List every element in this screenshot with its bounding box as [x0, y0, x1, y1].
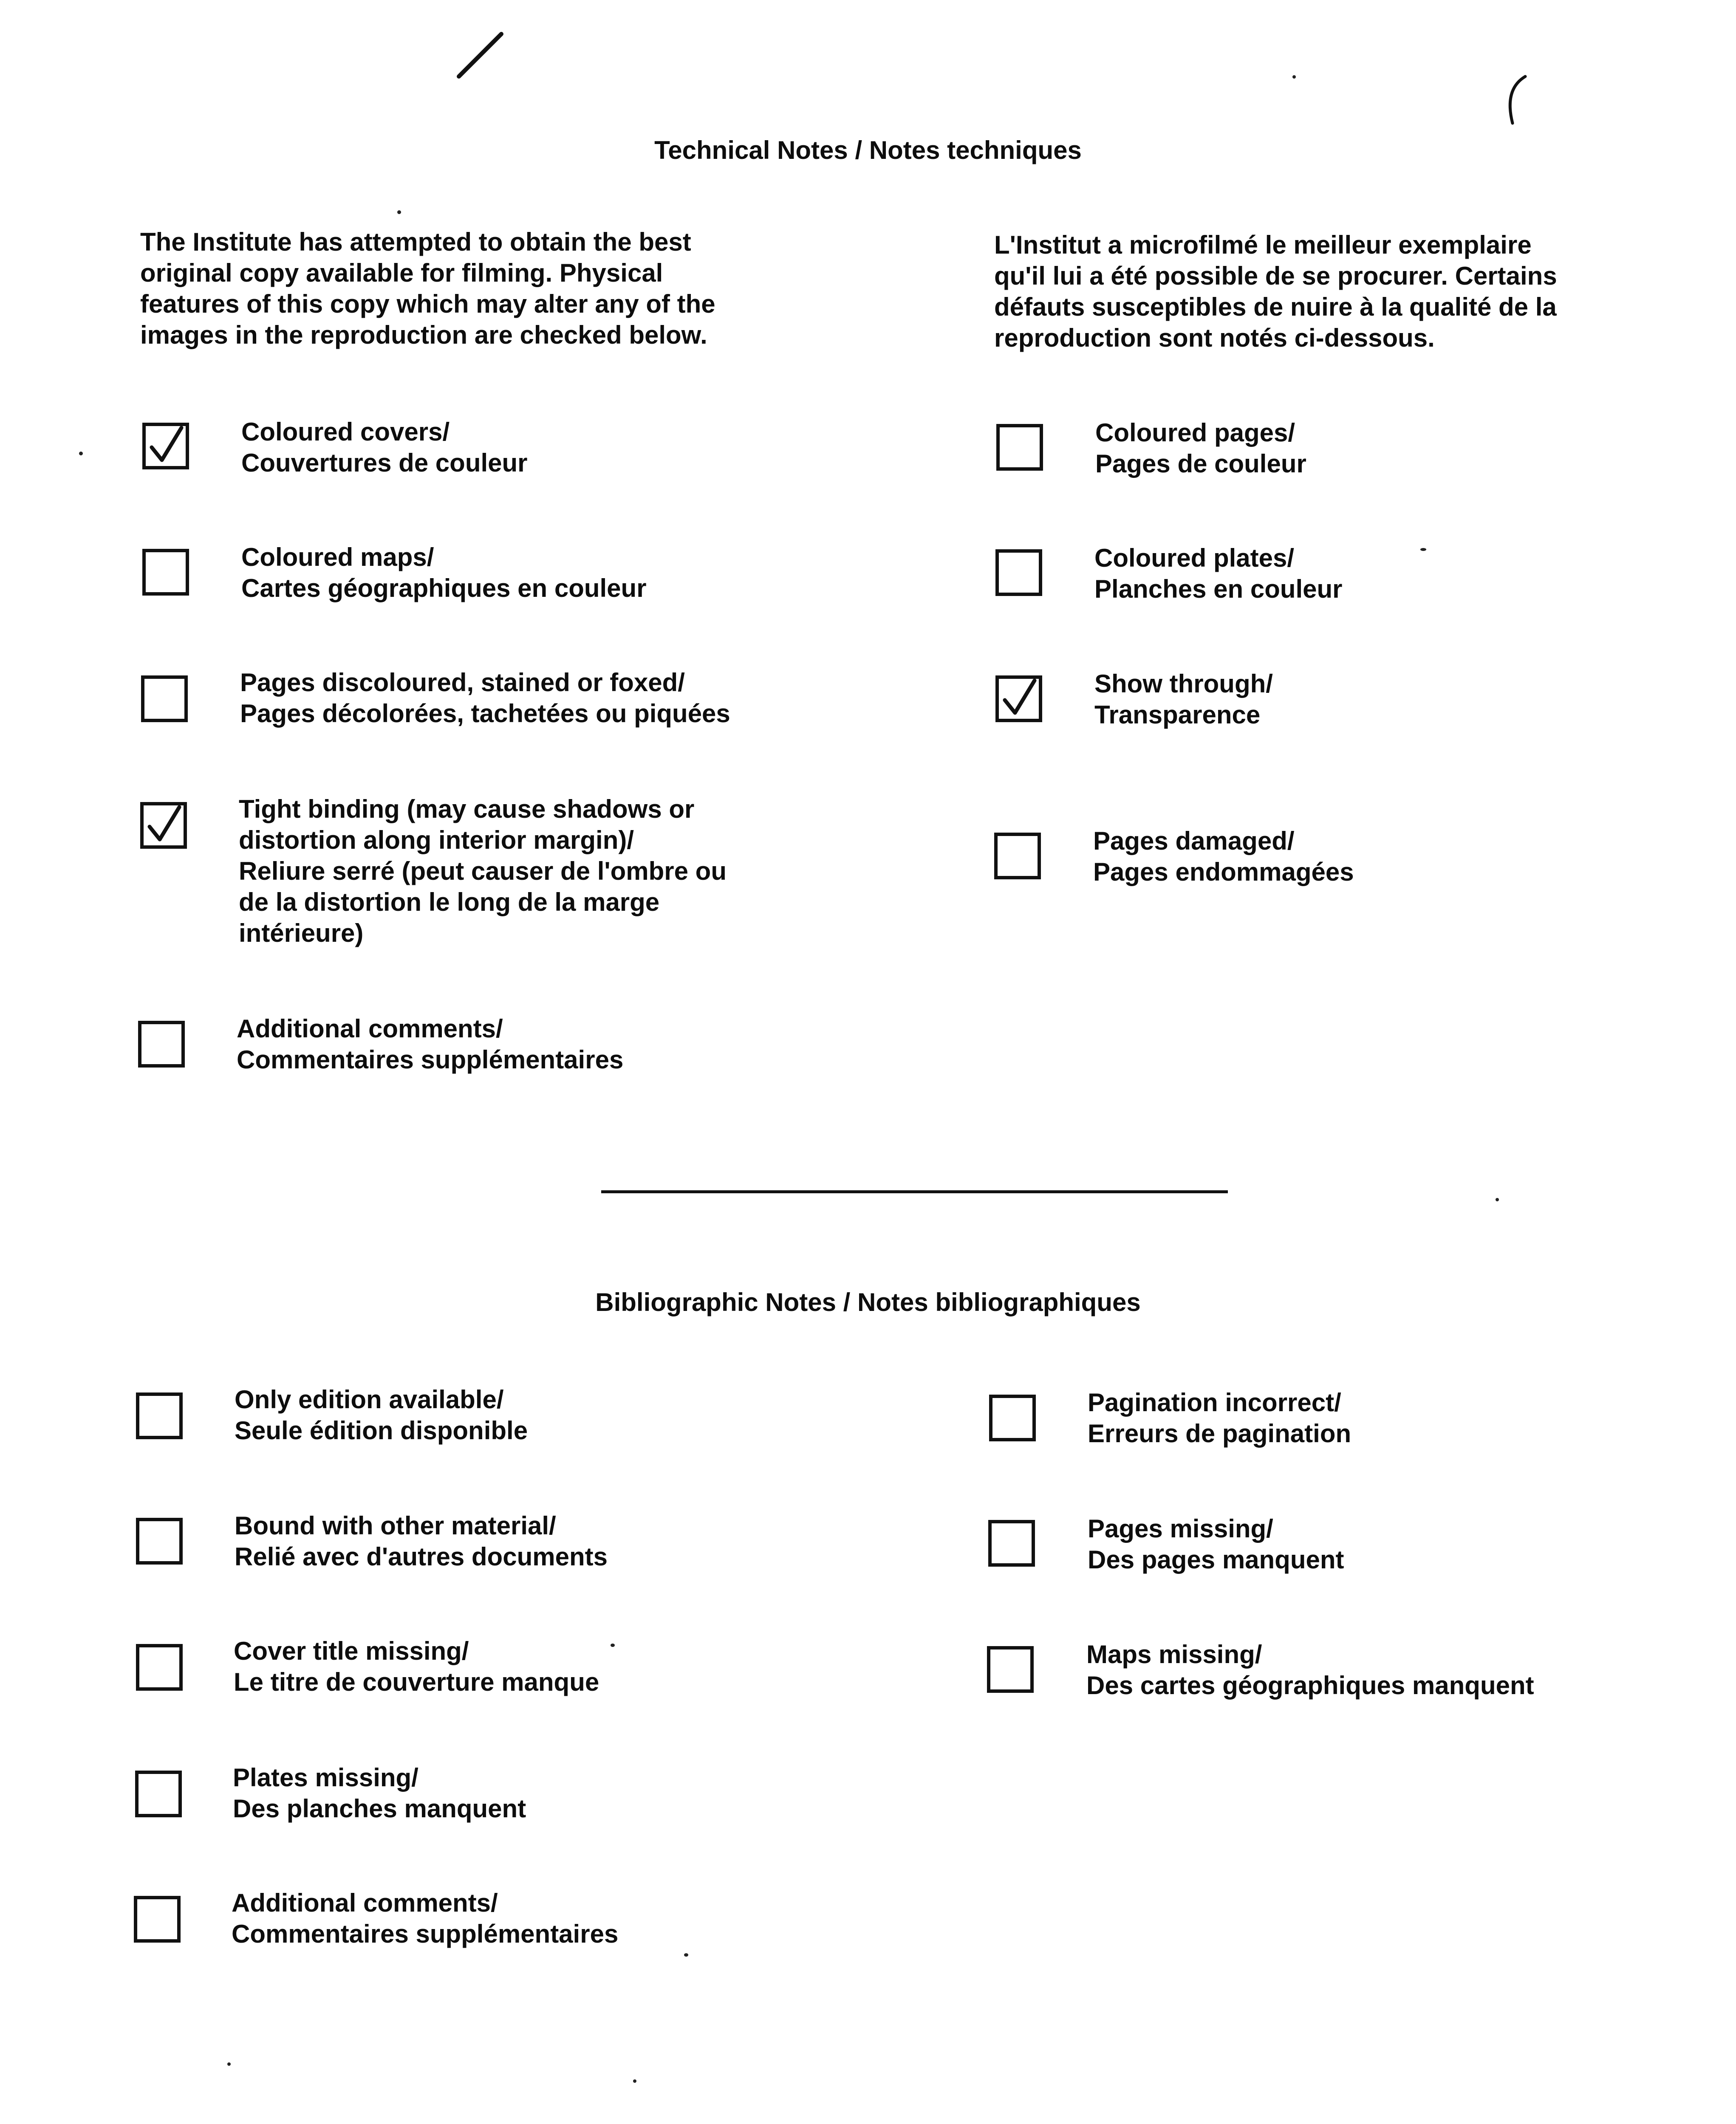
checkbox-plates-missing[interactable] — [135, 1771, 182, 1817]
checkbox-tight-binding[interactable] — [140, 802, 187, 849]
scan-speck — [79, 452, 83, 455]
checkbox-coloured-covers[interactable] — [142, 423, 189, 469]
item-label-line: Relié avec d'autres documents — [235, 1542, 608, 1571]
item-label-line: Des cartes géographiques manquent — [1086, 1671, 1534, 1700]
item-pagination-incorrect — [1088, 1387, 1351, 1449]
item-label-line: Coloured maps/ — [241, 543, 434, 571]
item-label-line: Le titre de couverture manque — [234, 1668, 599, 1696]
item-plates-missing — [233, 1762, 526, 1824]
item-cover-title-missing — [234, 1635, 599, 1698]
item-label-line: Additional comments/ — [237, 1014, 503, 1043]
item-coloured-covers — [241, 416, 528, 478]
item-label-line: Coloured covers/ — [241, 418, 450, 446]
item-label-line: Pages de couleur — [1095, 449, 1306, 478]
item-label-line: Pages discoloured, stained or foxed/ — [240, 668, 685, 697]
intro-french-line: reproduction sont notés ci-dessous. — [994, 324, 1435, 352]
scan-speck — [227, 2062, 231, 2066]
checkbox-only-edition[interactable] — [136, 1392, 183, 1439]
item-label-line: de la distortion le long de la marge — [239, 888, 660, 916]
scan-speck — [1496, 1198, 1499, 1201]
item-label-line: Tight binding (may cause shadows or — [239, 795, 695, 823]
item-label-line: Cartes géographiques en couleur — [241, 574, 647, 602]
item-show-through — [1094, 668, 1273, 730]
item-label-line: Maps missing/ — [1086, 1640, 1262, 1669]
item-coloured-plates — [1094, 542, 1343, 604]
checkmark-icon — [142, 423, 189, 469]
item-label-line: Couvertures de couleur — [241, 449, 528, 477]
intro-french-line: L'Institut a microfilmé le meilleur exemplaire — [994, 231, 1532, 259]
item-label-line: Planches en couleur — [1094, 575, 1343, 603]
checkbox-cover-title-missing[interactable] — [136, 1644, 183, 1691]
scan-speck — [1292, 75, 1296, 79]
checkbox-additional-comments-technical[interactable] — [138, 1021, 185, 1068]
item-pages-damaged — [1093, 825, 1354, 887]
item-label-line: distortion along interior margin)/ — [239, 826, 634, 854]
checkmark-icon — [995, 675, 1042, 722]
item-label-line: Pages damaged/ — [1093, 827, 1295, 855]
item-label-line: intérieure) — [239, 919, 364, 947]
item-label-line: Cover title missing/ — [234, 1637, 469, 1665]
item-label-line: Pagination incorrect/ — [1088, 1388, 1341, 1417]
item-label-line: Pages décolorées, tachetées ou piquées — [240, 699, 730, 728]
item-label-line: Commentaires supplémentaires — [237, 1045, 624, 1074]
intro-english-line: The Institute has attempted to obtain the best — [140, 228, 691, 256]
item-label-line: Erreurs de pagination — [1088, 1419, 1351, 1448]
intro-french — [994, 229, 1682, 353]
bibliographic-notes-heading: Bibliographic Notes / Notes bibliographiques — [595, 1288, 1141, 1316]
item-label-line: Only edition available/ — [235, 1385, 504, 1414]
item-label-line: Des planches manquent — [233, 1794, 526, 1823]
scan-speck — [397, 210, 401, 214]
scan-speck — [633, 2079, 636, 2083]
item-label-line: Additional comments/ — [232, 1889, 498, 1917]
item-pages-discoloured — [240, 667, 730, 729]
item-label-line: Transparence — [1094, 700, 1261, 729]
intro-french-line: qu'il lui a été possible de se procurer. Certains — [994, 262, 1557, 290]
checkmark-icon — [140, 802, 187, 849]
section-divider — [601, 1190, 1228, 1193]
item-label-line: Des pages manquent — [1088, 1545, 1344, 1574]
scan-speck — [611, 1644, 615, 1647]
technical-notes-heading: Technical Notes / Notes techniques — [654, 136, 1082, 164]
item-label-line: Coloured pages/ — [1095, 418, 1295, 447]
checkbox-coloured-pages[interactable] — [996, 424, 1043, 471]
item-label-line: Commentaires supplémentaires — [232, 1920, 619, 1948]
intro-english-line: features of this copy which may alter any of the — [140, 290, 715, 318]
item-coloured-maps — [241, 542, 647, 604]
checkbox-show-through[interactable] — [995, 675, 1042, 722]
checkbox-coloured-plates[interactable] — [995, 549, 1042, 596]
scan-speck — [684, 1953, 688, 1957]
item-label-line: Seule édition disponible — [235, 1416, 528, 1445]
item-label-line: Plates missing/ — [233, 1763, 418, 1792]
scan-mark — [1500, 72, 1534, 132]
scan-mark — [450, 25, 510, 85]
intro-french-line: défauts susceptibles de nuire à la qualité de la — [994, 293, 1557, 321]
checkbox-pages-damaged[interactable] — [994, 833, 1041, 879]
item-maps-missing — [1086, 1639, 1534, 1701]
item-pages-missing — [1088, 1513, 1344, 1575]
item-only-edition — [235, 1384, 528, 1446]
item-label-line: Bound with other material/ — [235, 1511, 556, 1540]
intro-english-line: images in the reproduction are checked below. — [140, 321, 707, 349]
item-label-line: Show through/ — [1094, 669, 1273, 698]
checkbox-pages-missing[interactable] — [988, 1520, 1035, 1567]
intro-english — [140, 226, 828, 350]
checkbox-maps-missing[interactable] — [987, 1646, 1034, 1693]
item-label-line: Reliure serré (peut causer de l'ombre ou — [239, 857, 727, 885]
checkbox-bound-with-other-material[interactable] — [136, 1518, 183, 1565]
item-additional-comments-bibliographic — [232, 1887, 618, 1949]
item-tight-binding — [239, 794, 727, 949]
intro-english-line: original copy available for filming. Physical — [140, 259, 663, 287]
item-bound-with-other-material — [235, 1510, 608, 1572]
scan-speck — [1420, 548, 1426, 551]
item-coloured-pages — [1095, 417, 1306, 479]
item-additional-comments-technical — [237, 1013, 623, 1075]
checkbox-coloured-maps[interactable] — [142, 549, 189, 596]
checkbox-pages-discoloured[interactable] — [141, 675, 188, 722]
checkbox-additional-comments-bibliographic[interactable] — [134, 1896, 181, 1943]
checkbox-pagination-incorrect[interactable] — [989, 1395, 1036, 1441]
item-label-line: Pages endommagées — [1093, 858, 1354, 886]
item-label-line: Coloured plates/ — [1094, 544, 1295, 572]
item-label-line: Pages missing/ — [1088, 1514, 1273, 1543]
